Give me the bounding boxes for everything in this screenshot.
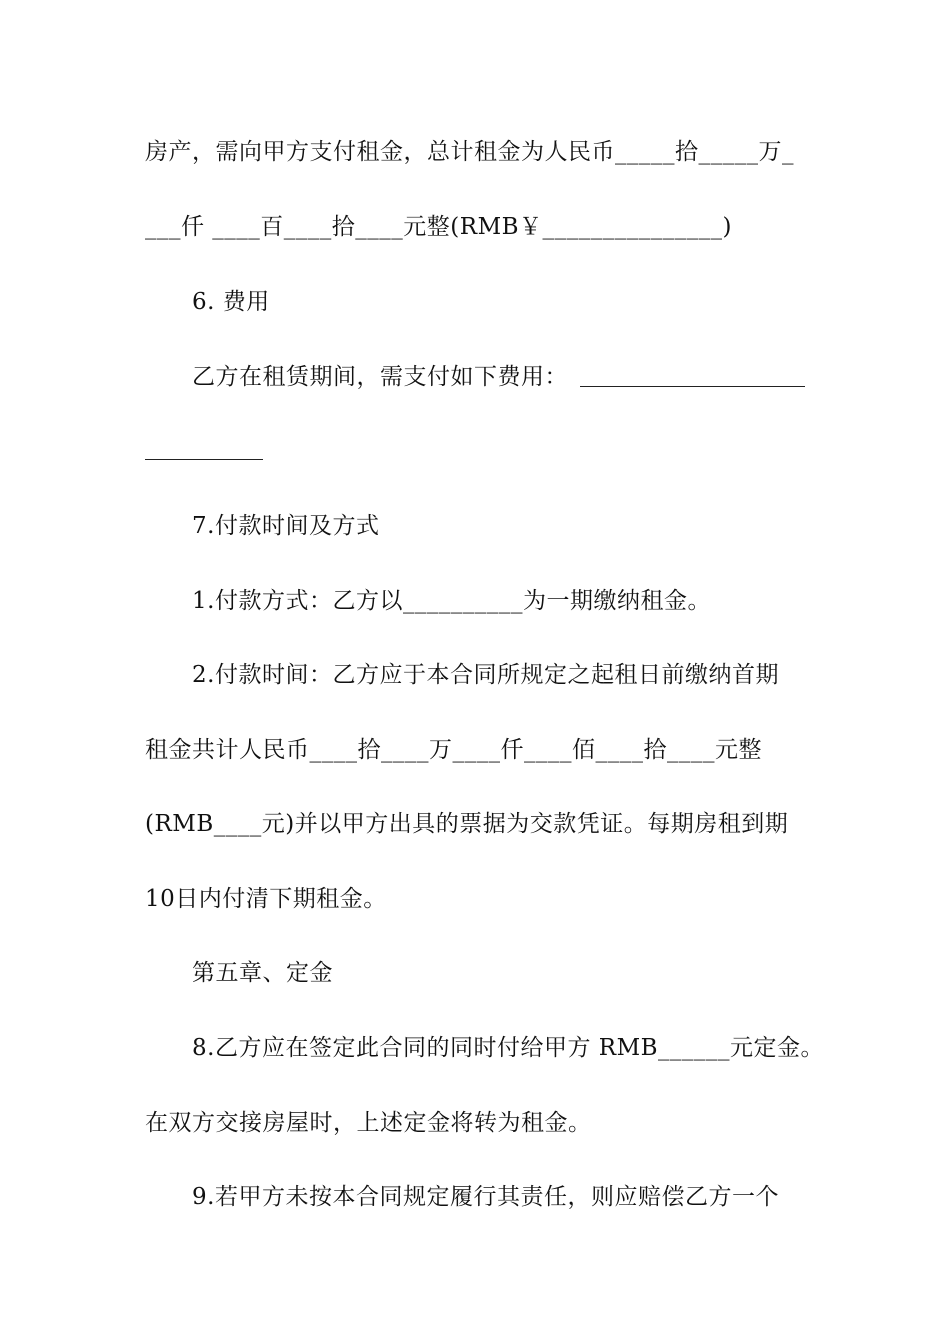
chapter-5-heading: 第五章、定金 [192,960,333,986]
fees-blank-line-1 [580,386,805,387]
payment-time-line-4: 10日内付清下期租金。 [145,886,387,912]
deposit-line-1: 8.乙方应在签定此合同的同时付给甲方 RMB______元定金。 [192,1035,825,1061]
payment-method-line: 1.付款方式：乙方以__________为一期缴纳租金。 [192,588,711,614]
payment-time-line-1: 2.付款时间：乙方应于本合同所规定之起租日前缴纳首期 [192,662,779,688]
payment-time-line-3: (RMB____元)并以甲方出具的票据为交款凭证。每期房租到期 [145,811,789,837]
rent-total-line-1: 房产，需向甲方支付租金，总计租金为人民币_____拾_____万_ [145,139,794,165]
fees-line: 乙方在租赁期间，需支付如下费用： [192,364,568,390]
deposit-line-2: 在双方交接房屋时，上述定金将转为租金。 [145,1110,592,1136]
section-7-heading: 7.付款时间及方式 [192,513,380,539]
rent-total-line-2: ___仟 ____百____拾____元整(RMB￥_______________) [145,214,733,240]
clause-9-line: 9.若甲方未按本合同规定履行其责任，则应赔偿乙方一个 [192,1184,779,1210]
payment-time-line-2: 租金共计人民币____拾____万____仟____佰____拾____元整 [145,737,762,763]
fees-blank-line-2 [145,459,263,460]
section-6-heading: 6. 费用 [192,289,270,315]
